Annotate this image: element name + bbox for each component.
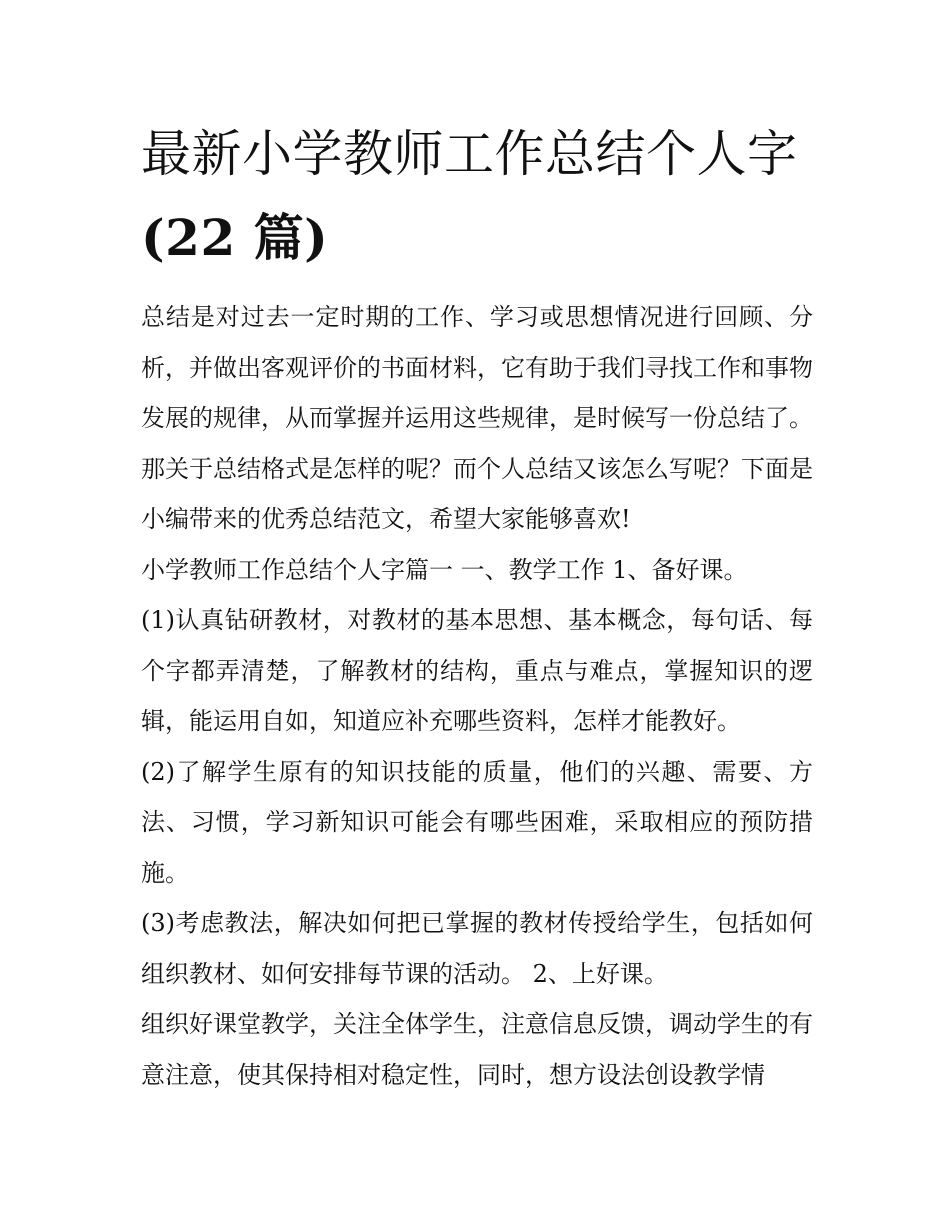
paragraph-section-heading: 小学教师工作总结个人字篇一 一、教学工作 1、备好课。 — [141, 555, 748, 584]
paragraph-item-1: (1)认真钻研教材，对教材的基本思想、基本概念，每句话、每个字都弄清楚，了解教材的结构，重点与难点，掌握知识的逻辑，能运用自如，知道应补充哪些资料，怎样才能教好。 — [141, 606, 813, 735]
title-line-2: (22 篇) — [141, 208, 329, 267]
paragraph-item-3: (3)考虑教法，解决如何把已掌握的教材传授给学生，包括如何组织教材、如何安排每节课的活动。 2、上好课。 — [141, 909, 813, 988]
paragraph-intro: 总结是对过去一定时期的工作、学习或思想情况进行回顾、分析，并做出客观评价的书面材料，它有助于我们寻找工作和事物发展的规律，从而掌握并运用这些规律，是时候写一份总结了。那关于总结格式是怎样的呢？而个人总结又该怎么写呢？下面是小编带来的优秀总结范文，希望大家能够喜欢! — [141, 303, 813, 533]
paragraph-item-2: (2)了解学生原有的知识技能的质量，他们的兴趣、需要、方法、习惯，学习新知识可能会有哪些困难，采取相应的预防措施。 — [141, 757, 813, 887]
document-body — [141, 292, 813, 1100]
paragraph-classroom: 组织好课堂教学，关注全体学生，注意信息反馈，调动学生的有意注意，使其保持相对稳定性，同时，想方设法创设教学情 — [141, 1010, 813, 1089]
document-page — [141, 112, 813, 1100]
document-title — [141, 112, 813, 280]
title-line-1: 最新小学教师工作总结个人字 — [141, 125, 798, 183]
